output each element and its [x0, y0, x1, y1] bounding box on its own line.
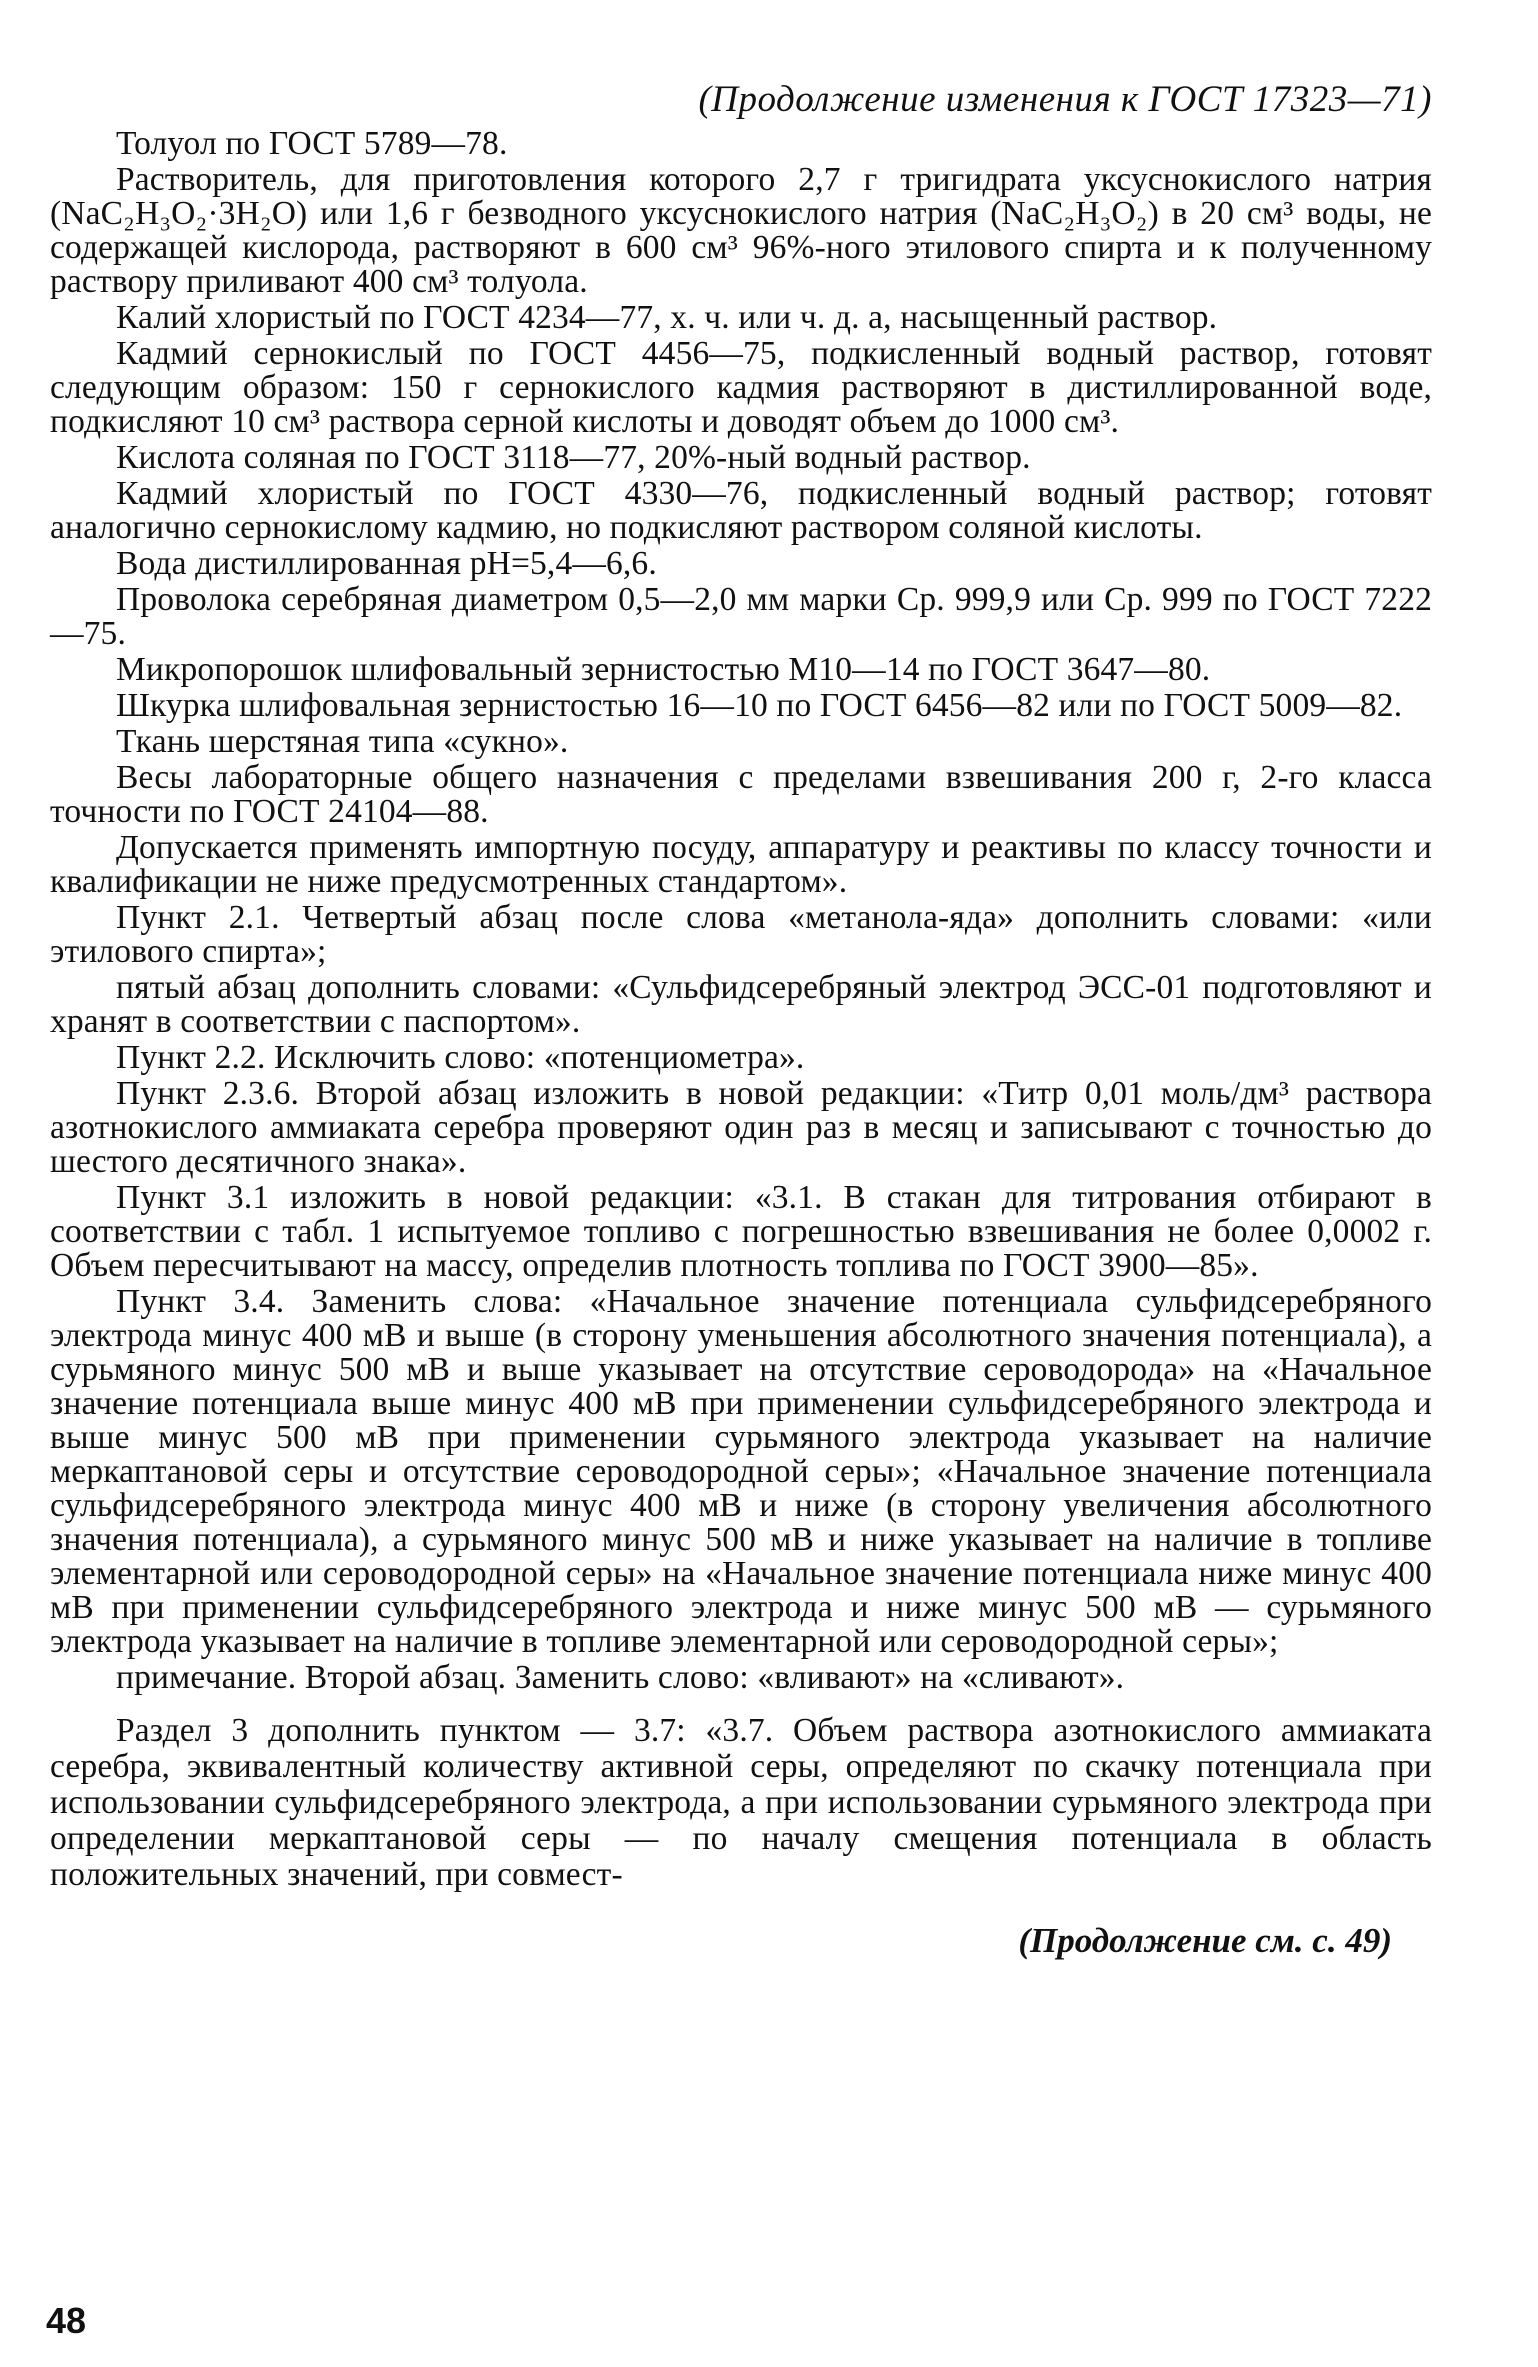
paragraph-section-3-7: Раздел 3 дополнить пунктом — 3.7: «3.7. Объем раствора азотнокислого аммиаката серебра, эквивалентный количеству активной серы, определяют по скачку потенциала при использовании сульфидсеребряного электрода, а при использовании сурьмяного электрода при определении меркаптановой серы — по началу смещения потенциала в область положительных значений, при совмест- [50, 1712, 1432, 1893]
paragraph-fifth-abzac: пятый абзац дополнить словами: «Сульфидсеребряный электрод ЭСС-01 подготовляют и хранят в соответствии с паспортом». [50, 969, 1432, 1040]
paragraph-scales: Весы лабораторные общего назначения с пределами взвешивания 200 г, 2-го класса точности по ГОСТ 24104—88. [50, 759, 1432, 830]
paragraph-hydrochloric-acid: Кислота соляная по ГОСТ 3118—77, 20%-ный водный раствор. [116, 439, 1031, 476]
paragraph-clause-2-3-6: Пункт 2.3.6. Второй абзац изложить в новой редакции: «Титр 0,01 моль/дм³ раствора азотнокислого аммиаката серебра проверяют один раз в месяц и записывают с точностью до шестого десятичного знака». [50, 1075, 1432, 1180]
paragraph-wool-cloth: Ткань шерстяная типа «сукно». [116, 723, 569, 760]
paragraph-micropowder: Микропорошок шлифовальный зернистостью М10—14 по ГОСТ 3647—80. [116, 651, 1211, 688]
paragraph-imported-equipment: Допускается применять импортную посуду, аппаратуру и реактивы по классу точности и квалификации не ниже предусмотренных стандартом». [50, 829, 1432, 900]
paragraph-clause-3-1: Пункт 3.1 изложить в новой редакции: «3.1. В стакан для титрования отбирают в соответствии с табл. 1 испытуемое топливо с погрешностью взвешивания не более 0,0002 г. Объем пересчитывают на массу, определив плотность топлива по ГОСТ 3900—85». [50, 1179, 1432, 1284]
continuation-footer: (Продолжение см. с. 49) [1018, 1921, 1392, 1960]
paragraph-solvent: Растворитель, для приготовления которого 2,7 г тригидрата уксуснокислого натрия (NaC₂H₃O₂·3H₂O) или 1,6 г безводного уксуснокислого натрия (NaC₂H₃O₂) в 20 см³ воды, не содержащей кислорода, растворяют в 600 см³ 96%-ного этилового спирта и к полученному раствору приливают 400 см³ толуола. [50, 161, 1432, 300]
continuation-header: (Продолжение изменения к ГОСТ 17323—71) [698, 79, 1432, 120]
paragraph-toluene: Толуол по ГОСТ 5789—78. [116, 125, 508, 162]
paragraph-clause-2-1: Пункт 2.1. Четвертый абзац после слова «метанола-яда» дополнить словами: «или этилового спирта»; [50, 899, 1432, 970]
paragraph-clause-3-4: Пункт 3.4. Заменить слова: «Начальное значение потенциала сульфидсеребряного электрода минус 400 мВ и выше (в сторону уменьшения абсолютного значения потенциала), а сурьмяного минус 500 мВ и выше указывает на отсутствие сероводорода» на «Начальное значение потенциала выше минус 400 мВ при применении сульфидсеребряного электрода и выше минус 500 мВ при применении сурьмяного электрода указывает на наличие меркаптановой серы и отсутствие сероводородной серы»; «Начальное значение потенциала сульфидсеребряного электрода минус 400 мВ и ниже (в сторону увеличения абсолютного значения потенциала), а сурьмяного минус 500 мВ и ниже указывает на наличие в топливе элементарной или сероводородной серы» на «Начальное значение потенциала ниже минус 400 мВ при применении сульфидсеребряного электрода и ниже минус 500 мВ — сурьмяного электрода указывает на наличие в топливе элементарной или сероводородной серы»; [50, 1283, 1432, 1660]
paragraph-cadmium-chloride: Кадмий хлористый по ГОСТ 4330—76, подкисленный водный раствор; готовят аналогично сернокислому кадмию, но подкисляют раствором соляной кислоты. [50, 475, 1432, 546]
paragraph-potassium-chloride: Калий хлористый по ГОСТ 4234—77, х. ч. или ч. д. а, насыщенный раствор. [116, 299, 1218, 336]
paragraph-cadmium-sulfate: Кадмий сернокислый по ГОСТ 4456—75, подкисленный водный раствор, готовят следующим образом: 150 г сернокислого кадмия растворяют в дистиллированной воде, подкисляют 10 см³ раствора серной кислоты и доводят объем до 1000 см³. [50, 335, 1432, 440]
page-number: 48 [46, 2300, 87, 2341]
document-page [50, 78, 1432, 1961]
paragraph-silver-wire: Проволока серебряная диаметром 0,5—2,0 мм марки Ср. 999,9 или Ср. 999 по ГОСТ 7222—75. [50, 581, 1432, 652]
paragraph-distilled-water: Вода дистиллированная pH=5,4—6,6. [116, 545, 657, 582]
paragraph-clause-2-2: Пункт 2.2. Исключить слово: «потенциометра». [116, 1039, 805, 1076]
paragraph-sandpaper: Шкурка шлифовальная зернистостью 16—10 по ГОСТ 6456—82 или по ГОСТ 5009—82. [116, 687, 1403, 724]
paragraph-note: примечание. Второй абзац. Заменить слово: «вливают» на «сливают». [116, 1659, 1125, 1696]
